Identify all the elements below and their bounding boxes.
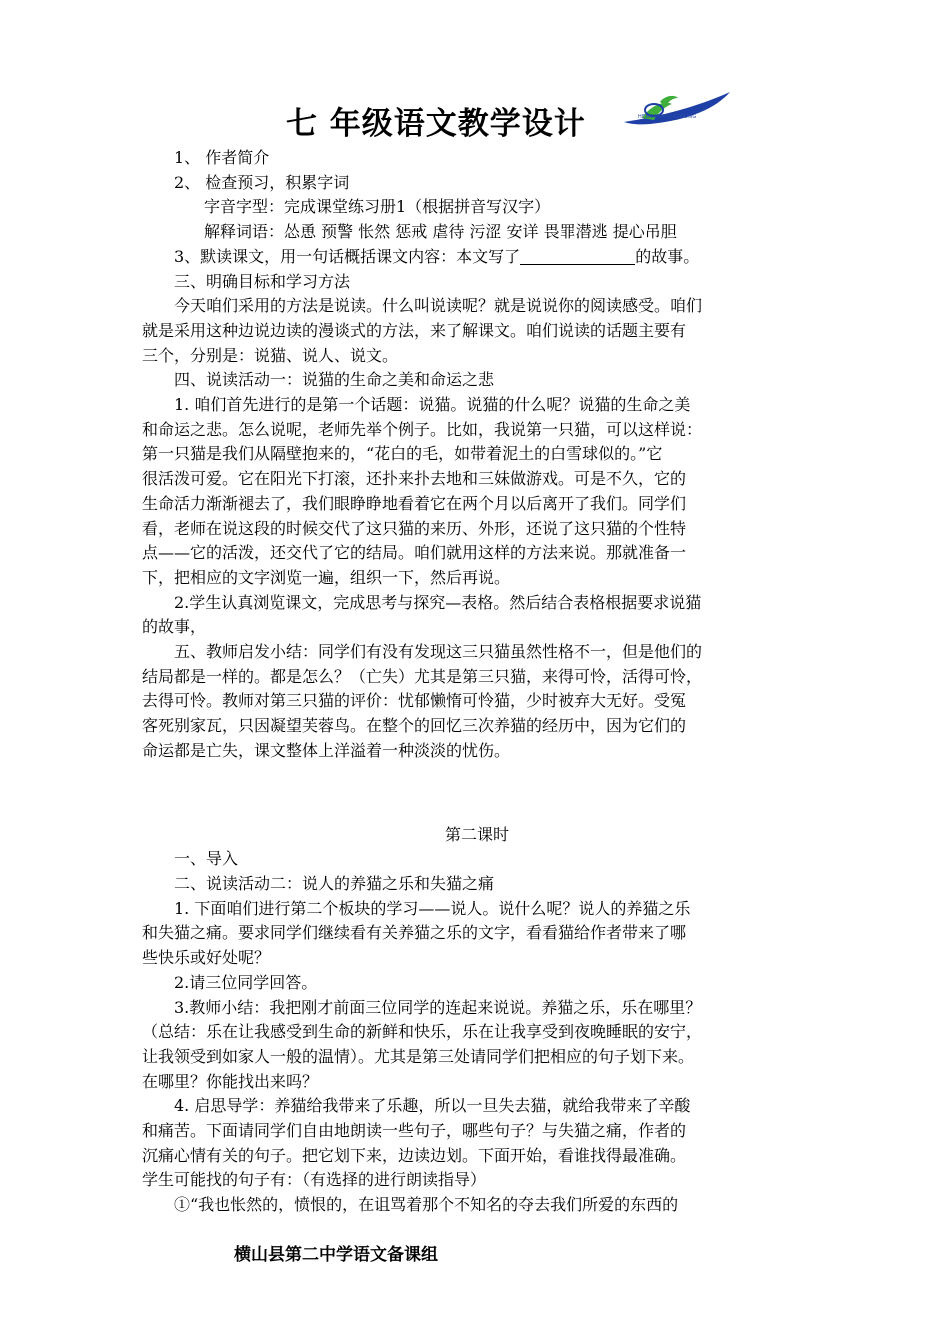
text-line: 1、 作者简介	[174, 148, 270, 167]
text-line: ①“我也怅然的，愤恨的，在诅骂着那个不知名的夺去我们所爱的东西的	[174, 1195, 679, 1215]
text-line: 和失猫之痛。要求同学们继续看有关养猫之乐的文字，看看猫给作者带来了哪	[142, 923, 687, 943]
text-line: 生命活力渐渐褪去了，我们眼睁睁地看着它在两个月以后离开了我们。同学们	[142, 493, 687, 513]
document-body	[142, 146, 812, 1218]
text-line: 看，老师在说这段的时候交代了这只猫的来历、外形，还说了这只猫的个性特	[142, 518, 687, 538]
section-gap	[142, 764, 812, 823]
text-line: （总结：乐在让我感受到生命的新鲜和快乐，乐在让我享受到夜晚睡眠的安宁，	[142, 1022, 703, 1042]
logo-caption: HENGSHANERZHONG	[638, 114, 697, 120]
text-line	[142, 245, 812, 270]
text-line: 2.请三位同学回答。	[174, 972, 318, 992]
text-line: 字音字型：完成课堂练习册1（根据拼音写汉字）	[204, 197, 551, 217]
text-line: 和命运之悲。怎么说呢，老师先举个例子。比如，我说第一只猫，可以这样说：	[142, 419, 703, 439]
text-line: 3.教师小结：我把刚才前面三位同学的连起来说说。养猫之乐，乐在哪里？	[174, 997, 702, 1017]
page-footer: 横山县第二中学语文备课组	[234, 1245, 438, 1265]
line-text: 的故事。	[635, 246, 700, 266]
text-line: 下，把相应的文字浏览一遍，组织一下，然后再说。	[142, 567, 511, 587]
page-header	[0, 88, 950, 148]
line-text: 3、默读课文，用一句话概括课文内容：本文写了	[174, 246, 521, 266]
text-line: 的故事，	[142, 617, 207, 637]
text-line: 就是采用这种边说边读的漫谈式的方法，来了解课文。咱们说读的话题主要有	[142, 320, 687, 340]
text-line: 三个，分别是：说猫、说人、说文。	[142, 345, 399, 365]
section-heading: 第二课时	[444, 824, 509, 844]
document-title: 七 年级语文教学设计	[286, 106, 586, 142]
text-line: 让我领受到如家人一般的温情）。尤其是第三处请同学们把相应的句子划下来。	[142, 1046, 695, 1066]
text-line: 学生可能找的句子有：（有选择的进行朗读指导）	[142, 1170, 487, 1190]
text-line: 客死别家瓦，只因凝望芙蓉鸟。在整个的回忆三次养猫的经历中，因为它们的	[142, 716, 687, 736]
text-line: 沉痛心情有关的句子。把它划下来，边读边划。下面开始，看谁找得最准确。	[142, 1145, 687, 1165]
text-line: 2.学生认真浏览课文，完成思考与探究—表格。然后结合表格根据要求说猫	[174, 592, 702, 612]
text-line: 命运都是亡失，课文整体上洋溢着一种淡淡的忧伤。	[142, 740, 511, 760]
text-line: 很活泼可爱。它在阳光下打滚，还扑来扑去地和三妹做游戏。可是不久，它的	[142, 469, 687, 489]
school-logo-icon	[620, 88, 732, 134]
text-line: 三、明确目标和学习方法	[174, 271, 351, 291]
text-line: 和痛苦。下面请同学们自由地朗读一些句子，哪些句子？与失猫之痛，作者的	[142, 1121, 687, 1141]
text-line: 点——它的活泼，还交代了它的结局。咱们就用这样的方法来说。那就准备一	[142, 543, 687, 563]
text-line: 解释词语：怂恿 预警 怅然 惩戒 虐待 污涩 安详 畏罪潜逃 提心吊胆	[204, 222, 677, 242]
text-line: 五、教师启发小结：同学们有没有发现这三只猫虽然性格不一，但是他们的	[174, 642, 703, 662]
text-line: 一、导入	[174, 849, 239, 869]
text-line: 第一只猫是我们从隔壁抱来的，“花白的毛，如带着泥土的白雪球似的。”它	[142, 444, 663, 464]
text-line: 结局都是一样的。都是怎么？（亡失）尤其是第三只猫，来得可怜，活得可怜，	[142, 666, 703, 686]
text-line: 些快乐或好处呢？	[142, 948, 271, 968]
fill-in-blank	[520, 246, 635, 265]
text-line: 去得可怜。教师对第三只猫的评价：忧郁懒惰可怜猫，少时被弃大无好。受冤	[142, 691, 687, 711]
text-line: 在哪里？你能找出来吗？	[142, 1071, 319, 1091]
text-line: 四、说读活动一：说猫的生命之美和命运之悲	[174, 370, 495, 390]
text-line: 今天咱们采用的方法是说读。什么叫说读呢？就是说说你的阅读感受。咱们	[174, 296, 703, 316]
text-line: 1. 咱们首先进行的是第一个话题：说猫。说猫的什么呢？说猫的生命之美	[174, 395, 691, 415]
text-line: 二、说读活动二：说人的养猫之乐和失猫之痛	[174, 873, 495, 893]
text-line: 1. 下面咱们进行第二个板块的学习——说人。说什么呢？说人的养猫之乐	[174, 898, 691, 918]
text-line: 4. 启思导学：养猫给我带来了乐趣，所以一旦失去猫，就给我带来了辛酸	[174, 1096, 691, 1116]
text-line: 2、 检查预习，积累字词	[174, 172, 350, 192]
